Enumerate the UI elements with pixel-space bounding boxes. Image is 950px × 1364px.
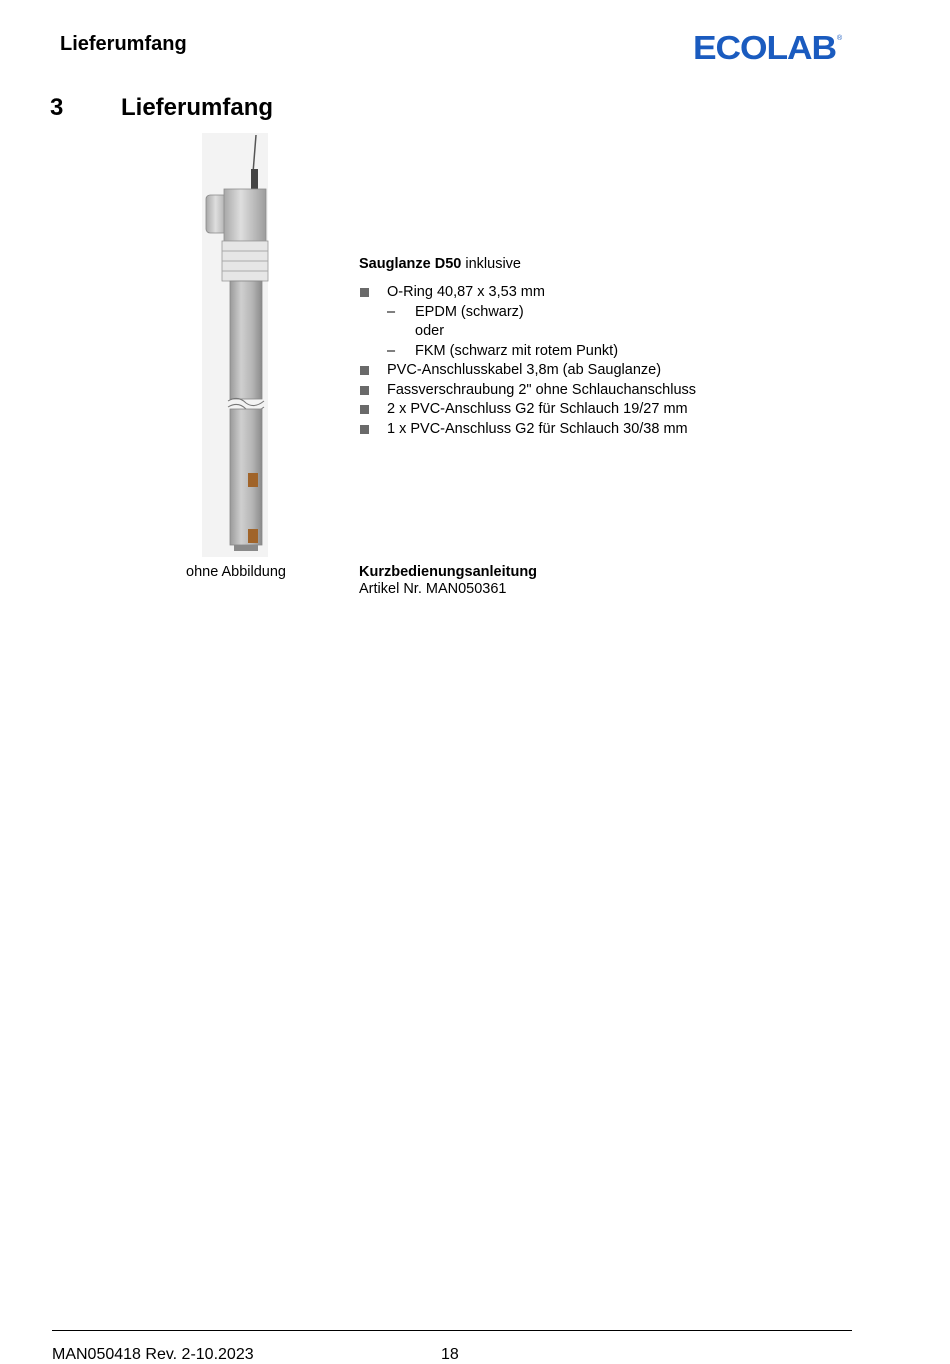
square-bullet-icon <box>360 288 369 297</box>
ecolab-logo <box>693 30 843 64</box>
square-bullet-icon <box>360 366 369 375</box>
suction-lance-image <box>196 133 276 557</box>
or-text: oder <box>415 323 445 339</box>
list-item <box>359 400 779 420</box>
svg-text:®: ® <box>837 35 843 42</box>
list-item-text: 2 x PVC-Anschluss G2 für Schlauch 19/27 mm <box>387 401 688 417</box>
dash: – <box>387 303 396 320</box>
list-item <box>359 420 779 440</box>
list-item-text: Fassverschraubung 2" ohne Schlauchanschluss <box>387 381 697 398</box>
delivery-list <box>359 283 779 439</box>
list-item <box>359 361 779 381</box>
square-bullet-icon <box>360 386 369 395</box>
quickguide-title: Kurzbedienungsanleitung <box>359 564 538 580</box>
intro-suffix: inklusive <box>461 256 521 272</box>
square-bullet-icon <box>360 405 369 414</box>
oring-options <box>387 303 779 362</box>
dash: – <box>387 342 396 359</box>
section-title: Lieferumfang <box>121 94 274 121</box>
square-bullet-icon <box>360 425 369 434</box>
section-number: 3 <box>50 94 64 121</box>
sub-item-text: FKM (schwarz mit rotem Punkt) <box>415 342 619 359</box>
sub-item-or <box>387 322 779 342</box>
delivery-intro <box>359 256 521 272</box>
product-name: Sauglanze D50 <box>359 256 462 272</box>
list-item <box>359 381 779 401</box>
svg-text:ECOLAB: ECOLAB <box>693 30 837 64</box>
header-title: Lieferumfang <box>60 33 187 55</box>
list-item-text: PVC-Anschlusskabel 3,8m (ab Sauglanze) <box>387 362 662 378</box>
footer-divider <box>52 1330 852 1331</box>
page-number: 18 <box>441 1346 459 1363</box>
list-item-text: O-Ring 40,87 x 3,53 mm <box>387 284 545 300</box>
no-image-note: ohne Abbildung <box>186 564 286 580</box>
sub-item-text: EPDM (schwarz) <box>415 303 524 320</box>
sub-item <box>387 303 779 323</box>
list-item <box>359 283 779 361</box>
footer-document-id: MAN050418 Rev. 2-10.2023 <box>52 1346 254 1363</box>
list-item-text: 1 x PVC-Anschluss G2 für Schlauch 30/38 mm <box>387 420 688 437</box>
sub-item <box>387 342 779 362</box>
quickguide-article: Artikel Nr. MAN050361 <box>359 581 507 597</box>
